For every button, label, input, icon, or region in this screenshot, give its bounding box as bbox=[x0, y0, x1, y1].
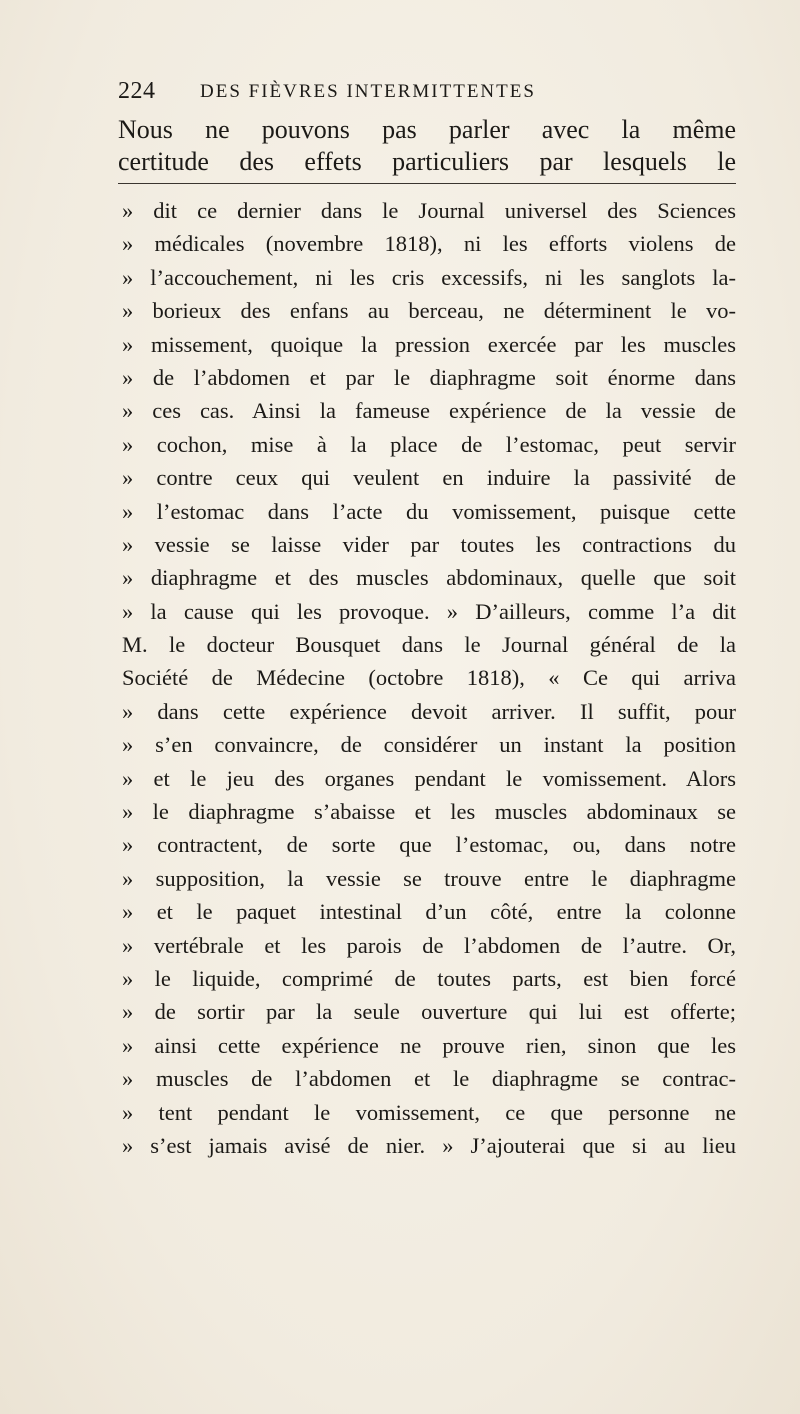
main-text-line: certitude des effets particuliers par lesquels le bbox=[118, 147, 736, 176]
footnote-line: » borieux des enfans au berceau, ne déterminent le vo- bbox=[122, 298, 736, 324]
footnote-line: » dit ce dernier dans le Journal universel des Sciences bbox=[122, 198, 736, 223]
footnote-line: » de l’abdomen et par le diaphragme soit énorme dans bbox=[122, 364, 736, 390]
footnote-line: » supposition, la vessie se trouve entre le diaphragme bbox=[122, 865, 736, 891]
footnote-line: » la cause qui les provoque. » D’ailleurs, comme l’a dit bbox=[122, 598, 736, 624]
footnote-line: » et le paquet intestinal d’un côté, entre la colonne bbox=[122, 899, 736, 925]
footnote-line: » s’en convaincre, de considérer un instant la position bbox=[122, 732, 736, 758]
footnote-line: » tent pendant le vomissement, ce que personne ne bbox=[122, 1099, 736, 1125]
footnote-line: » l’accouchement, ni les cris excessifs, ni les sanglots la- bbox=[122, 264, 736, 290]
footnote-line: » contractent, de sorte que l’estomac, ou, dans notre bbox=[122, 832, 736, 858]
footnote-line: » contre ceux qui veulent en induire la passivité de bbox=[122, 465, 736, 491]
footnote-line: » le liquide, comprimé de toutes parts, est bien forcé bbox=[122, 965, 736, 991]
footnote-line: » médicales (novembre 1818), ni les efforts violens de bbox=[122, 231, 736, 257]
main-text-line: Nous ne pouvons pas parler avec la même bbox=[118, 115, 736, 144]
footnote-line: » cochon, mise à la place de l’estomac, peut servir bbox=[122, 431, 736, 457]
footnote-line: » s’est jamais avisé de nier. » J’ajouterai que si au lieu bbox=[122, 1132, 736, 1158]
footnote-line: » dans cette expérience devoit arriver. Il suffit, pour bbox=[122, 698, 736, 724]
footnote-line: Société de Médecine (octobre 1818), « Ce qui arriva bbox=[122, 665, 736, 691]
footnote-line: » ainsi cette expérience ne prouve rien, sinon que les bbox=[122, 1032, 736, 1058]
footnote-line: » le diaphragme s’abaisse et les muscles abdominaux se bbox=[122, 799, 736, 825]
footnote-line: M. le docteur Bousquet dans le Journal général de la bbox=[122, 632, 736, 658]
footnote-line: » l’estomac dans l’acte du vomissement, puisque cette bbox=[122, 498, 736, 524]
footnote-line: » vertébrale et les parois de l’abdomen de l’autre. Or, bbox=[122, 932, 736, 958]
footnote bbox=[122, 194, 736, 1162]
page-number: 224 bbox=[118, 78, 156, 104]
footnote-line: » de sortir par la seule ouverture qui lui est offerte; bbox=[122, 999, 736, 1025]
page-header bbox=[118, 78, 678, 112]
footnote-line: » muscles de l’abdomen et le diaphragme se contrac- bbox=[122, 1066, 736, 1092]
main-paragraph bbox=[118, 114, 736, 178]
footnote-line: » vessie se laisse vider par toutes les contractions du bbox=[122, 531, 736, 557]
footnote-line: » et le jeu des organes pendant le vomissement. Alors bbox=[122, 765, 736, 791]
running-head: DES FIÈVRES INTERMITTENTES bbox=[200, 81, 536, 102]
footnote-line: » diaphragme et des muscles abdominaux, quelle que soit bbox=[122, 565, 736, 591]
footnote-line: » missement, quoique la pression exercée par les muscles bbox=[122, 331, 736, 357]
footnote-separator-rule bbox=[118, 183, 736, 184]
footnote-line: » ces cas. Ainsi la fameuse expérience de la vessie de bbox=[122, 398, 736, 424]
